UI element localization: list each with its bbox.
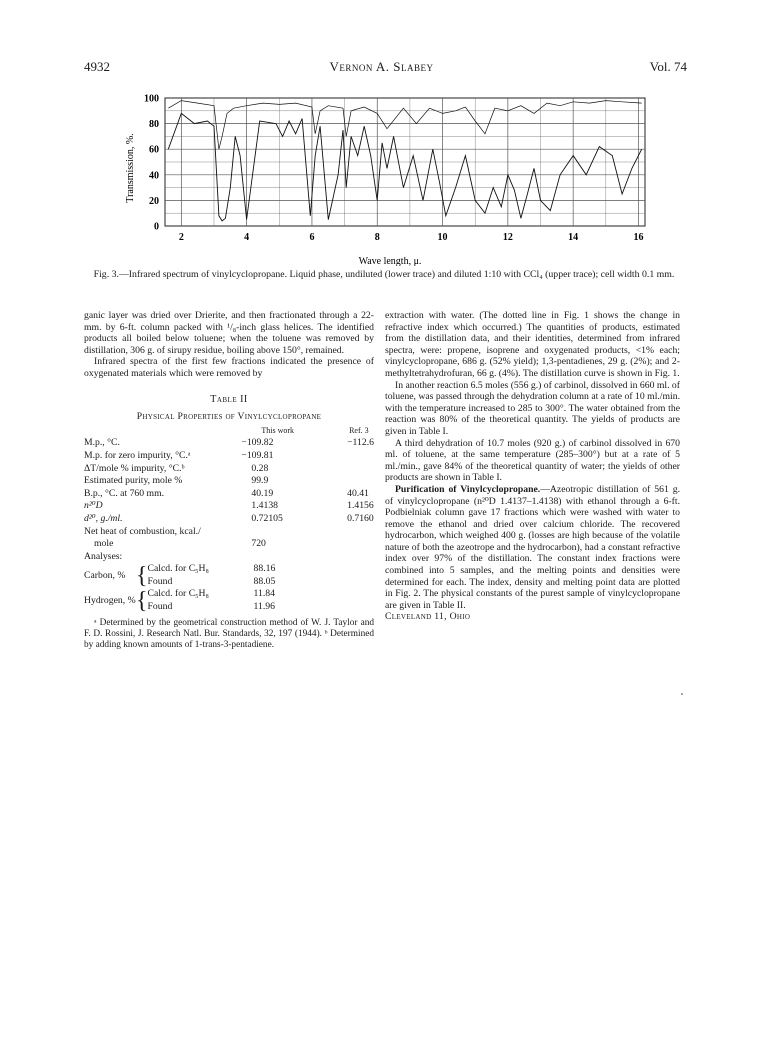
y-tick-label: 20 [149,195,159,207]
table-title: Table II [210,393,248,405]
x-tick-label: 10 [437,232,448,243]
col-ref: Ref. 3 [349,425,369,435]
section-body: —Azeotropic distillation of 561 g. of vinylcyclopropane (n²⁰D 1.4137–1.4138) with ethanol through a 6-ft. Podbielniak column gave 17 fractions which were washed with water to remove the ethanol and dried over calcium chloride. The recovered hydrocarbon, which weighed 400 g. (losses are high because of the volatile nature of both the azeotrope and the hydrocarbon), had a constant refractive index over 97% of the distillation. The constant index fractions were combined into 5 samples, and the melting points and densities were determined for each. The index, density and melting point data are plotted in Fig. 2. The physical constants of the purest sample of vinylcyclopropane are given in Table II. [385,483,681,611]
section-title: Purification of Vinylcyclopropane. [395,483,541,495]
carbon-label: Carbon, % [84,569,126,581]
calcd-label: Calcd. for C₅H₈ [147,563,209,575]
hydrogen-label: Hydrogen, % [84,594,136,606]
analyses-table [84,563,374,613]
hydrogen-found: 11.96 [253,601,275,613]
carbon-calcd: 88.16 [253,563,276,575]
table-row: mole 720 [94,538,266,550]
found-label: Found [147,575,173,587]
right-paragraph-4 [385,484,680,612]
table-row: B.p., °C. at 760 mm. 40.19 40.41 [84,487,369,499]
right-paragraph-2: In another reaction 6.5 moles (556 g.) of carbinol, dissolved in 660 ml. of toluene, was passed through the dehydration column at a rate of 10 ml./min. with the temperature increased to 285 to 300°. The water obtained from the reaction was 80% of the theoretical quantity. The yields of products are given in Table I. [385,379,680,437]
brace-icon: { [136,588,148,615]
y-tick-label: 100 [144,93,159,105]
plot-grid [165,98,645,226]
brace-icon: { [136,562,148,589]
table-row: Estimated purity, mole % 99.9 [84,475,269,487]
x-tick-label: 2 [178,232,184,243]
spectrum-trace [168,113,641,220]
table-row: Net heat of combustion, kcal./ [84,525,201,537]
x-tick-label: 6 [309,232,315,243]
table-row: Analyses: [84,550,123,562]
hydrogen-calcd: 11.84 [253,588,275,600]
volume-label: Vol. 74 [649,59,687,74]
left-paragraph-2: Infrared spectra of the first few fractions indicated the presence of oxygenated materials which were removed by [84,356,374,379]
x-tick-label: 12 [502,232,513,243]
x-tick-label: 8 [374,232,380,243]
table-header-row [84,425,374,438]
x-axis-label: Wave length, μ. [358,256,422,266]
margin-dot [681,693,683,695]
left-column [84,310,374,651]
right-paragraph-3: A third dehydration of 10.7 moles (920 g.) of carbinol dissolved in 670 ml. of toluene, at the same temperature (285–300°) but at a rate of 5 ml./min., gave 84% of the theoretical quantity of water; the yields of other products are shown in Table I. [385,437,680,484]
table-row: M.p. for zero impurity, °C.ᵃ −109.81 [84,449,274,461]
x-tick-labels [179,232,644,243]
left-paragraph-1: ganic layer was dried over Drierite, and then fractionated through a 22-mm. by 6-ft. column packed with ¹/₈-inch glass helices. The identified products all boiled below toluene; when the toluene was removed by distillation, 306 g. of sirupy residue, boiling above 150°, remained. [84,310,374,356]
spectrum-trace [168,101,641,150]
table-footnotes: ᵃ Determined by the geometrical construction method of W. J. Taylor and F. D. Rossini, J. Research Natl. Bur. Standards, 32, 197 (1944). ᵇ Determined by adding known amounts of 1-trans-3-pentadiene. [84,617,374,651]
y-tick-label: 60 [149,144,159,156]
x-tick-label: 16 [633,232,644,243]
table-subtitle: Physical Properties of Vinylcyclopropane [136,411,322,423]
x-tick-label: 14 [568,232,579,243]
y-tick-label: 40 [149,170,159,182]
right-column [385,310,680,623]
x-tick-label: 4 [244,232,250,243]
y-tick-label: 0 [154,221,159,233]
col-this-work: This work [261,425,295,435]
y-tick-labels [144,94,159,233]
y-axis-label: Transmission, %. [125,133,136,203]
table-row: n²⁰D 1.4138 1.4156 [84,500,374,512]
calcd-label: Calcd. for C₅H₈ [147,588,209,600]
running-author: Vernon A. Slabey [329,59,434,74]
table-row: M.p., °C. −109.82 −112.6 [84,437,374,449]
location-line: Cleveland 11, Ohio [385,611,471,623]
ir-spectrum-figure [120,88,660,266]
right-paragraph-1: extraction with water. (The dotted line in Fig. 1 shows the change in refractive index which occurred.) The quantities of products, estimated from the distillation data, and their identities, determined from infrared spectra, were: propene, isoprene and oxygenated products, <1% each; vinylcyclopropane, 686 g. (52% yield); 1,3-pentadienes, 29 g. (2%); and 2-methyltetrahydrofuran, 66 g. (4%). The distillation curve is shown in Fig. 1. [385,310,680,379]
page-number: 4932 [84,59,110,74]
carbon-found: 88.05 [253,575,276,587]
properties-table [84,425,374,564]
table-row: ΔT/mole % impurity, °C.ᵇ 0.28 [84,462,269,474]
table-row [84,563,374,576]
y-tick-label: 80 [149,119,159,131]
table-row: d²⁰, g./ml. 0.72105 0.7160 [84,512,374,524]
table-row [84,588,374,601]
found-label: Found [147,601,173,613]
spectrum-traces [168,101,641,221]
figure-caption: Fig. 3.—Infrared spectrum of vinylcyclopropane. Liquid phase, undiluted (lower trace) and diluted 1:10 with CCl₄ (upper trace); cell width 0.1 mm. [93,269,675,280]
